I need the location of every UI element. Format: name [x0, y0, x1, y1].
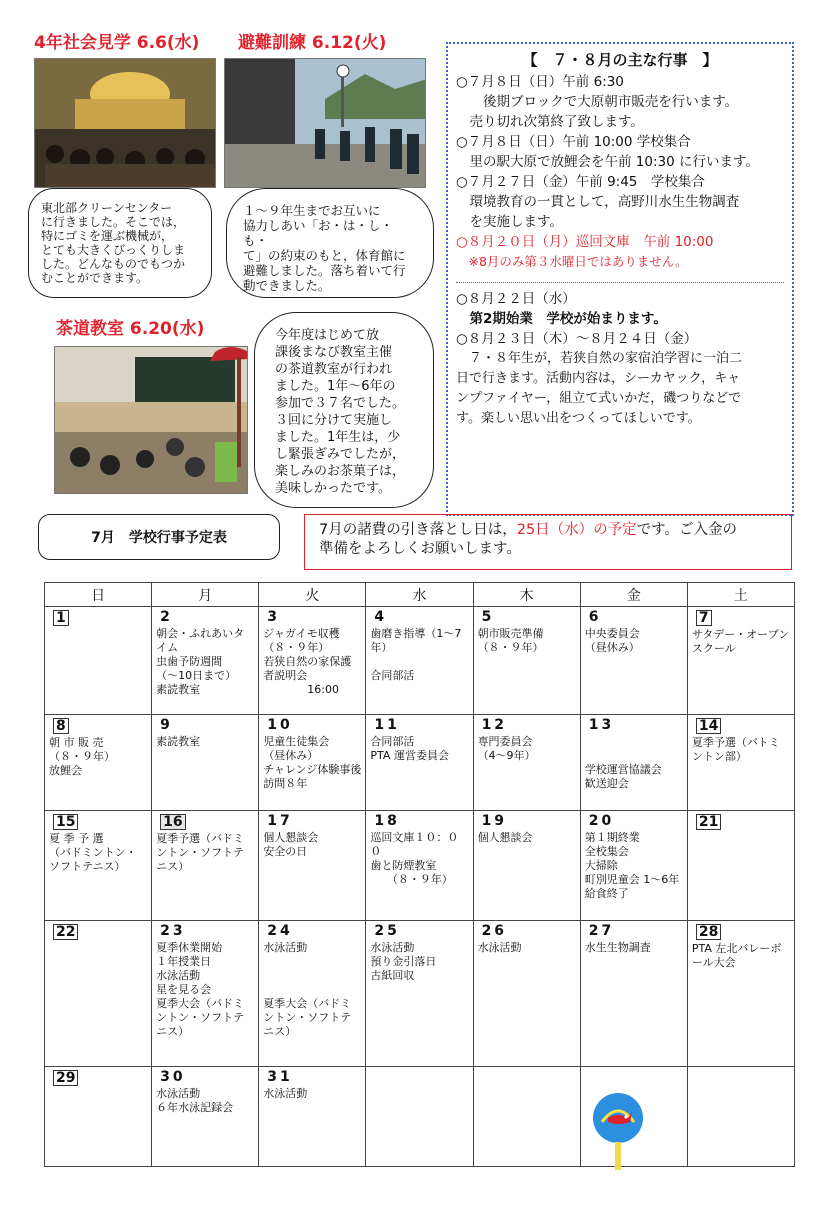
calendar-day-number: 29: [53, 1070, 78, 1086]
calendar-day-cell: [687, 811, 794, 921]
calendar-day-events: サタデー・オープンスクール: [691, 628, 790, 655]
photo-tea-ceremony: [54, 346, 248, 494]
calendar-day-cell: [473, 607, 580, 715]
calendar-day-cell: [45, 715, 152, 811]
calendar-day-cell: [687, 1067, 794, 1167]
calendar-day-number: 14: [696, 718, 721, 734]
calendar-day-events: 個人懇談会 安全の日: [263, 831, 319, 858]
calendar-week-row: [45, 607, 795, 715]
photo-evacuation: [224, 58, 426, 188]
event-line: ○７月８日（日）午前 10:00 学校集合: [456, 134, 691, 150]
calendar-day-events: 朝市販売準備 （８・９年）: [477, 627, 544, 654]
weekday-sun: 日: [45, 583, 152, 607]
calendar-day-number: 27: [588, 923, 615, 939]
calendar-day-cell: [259, 811, 366, 921]
calendar-day-events: 専門委員会 （4～9年）: [477, 735, 536, 762]
title-tea-ceremony: 茶道教室 6.20(水): [56, 319, 205, 339]
calendar-day-events: 児童生徒集会 （昼休み） チャレンジ体験事後訪問８年: [263, 735, 362, 790]
speech-bubble-evacuation: [226, 188, 434, 298]
calendar-day-number: 10: [267, 717, 293, 733]
notice-date: 25日（水）の予定: [516, 522, 637, 538]
calendar-day-events: 夏 季 予 選 （バドミントン・ソフトテニス）: [49, 832, 137, 873]
event-line: ンプファイヤー，組立て式いかだ，磯つりなどで: [456, 391, 742, 406]
calendar-day-events: 学校運営協議会 歓送迎会: [584, 763, 662, 790]
calendar-day-events: 合同部活 PTA 運営委員会: [370, 735, 449, 762]
calendar-day-number: 17: [267, 813, 293, 829]
calendar-day-cell: [259, 607, 366, 715]
calendar-day-number: 7: [696, 610, 712, 626]
calendar-day-events: 素読教室: [156, 735, 201, 748]
calendar-day-number: 21: [696, 814, 721, 830]
calendar-day-cell: [366, 921, 473, 1067]
notice-text: 7月の諸費の引き落とし日は，: [319, 522, 517, 538]
calendar-day-cell: [580, 715, 687, 811]
speech-bubble-tea-ceremony: [254, 312, 434, 508]
calendar-day-cell: [687, 921, 794, 1067]
calendar-day-number: 28: [696, 924, 721, 940]
calendar-day-events: 水泳活動: [263, 1087, 308, 1100]
calendar-day-cell: [152, 921, 259, 1067]
calendar-day-number: 12: [481, 717, 508, 733]
calendar-day-events: 夏季予選（バドミントン・ソフトテニス）: [156, 832, 245, 873]
event-line: 第2期始業 学校が始まります。: [456, 311, 667, 327]
bubble-text-evacuation: １～９年生までお互いに 協力しあい「お・は・し・も・ て」の約束のもと，体育館に 避難しました。落ち着いて行 動できました。: [243, 203, 406, 293]
calendar-day-number: 22: [53, 924, 78, 940]
event-line: す。楽しい思い出をつくってほしいです。: [456, 411, 701, 426]
calendar-day-number: 13: [588, 717, 615, 733]
calendar-day-events: 夏季休業開始 １年授業日 水泳活動 星を見る会 夏季大会（バドミントン・ソフトテニス）: [156, 941, 245, 1038]
calendar-day-number: 9: [160, 717, 173, 733]
calendar-day-number: 15: [53, 814, 78, 830]
calendar-day-cell: [259, 921, 366, 1067]
event-line-highlight: ○８月２０日（月）巡回文庫 午前 10:00: [456, 234, 714, 250]
events-divider: [456, 282, 784, 283]
calendar-table: [44, 582, 795, 1167]
calendar-day-events: 水泳活動 ６年水泳記録会: [156, 1087, 234, 1114]
calendar-day-cell: [473, 921, 580, 1067]
event-line: 後期ブロックで大原朝市販売を行います。: [456, 94, 739, 110]
calendar-day-events: ジャガイモ収穫 （８・９年） 若狭自然の家保護者説明会 16:00: [263, 627, 352, 696]
calendar-day-events: 歯磨き指導（1～7年） 合同部活: [370, 627, 462, 682]
events-box: [446, 42, 794, 516]
event-line: 里の駅大原で放鯉会を午前 10:30 に行います。: [456, 154, 759, 170]
payment-notice: [304, 514, 792, 570]
calendar-day-number: 3: [267, 609, 281, 625]
calendar-day-cell: [473, 811, 580, 921]
calendar-day-number: 19: [481, 813, 508, 829]
calendar-day-number: 5: [481, 609, 495, 625]
calendar-day-cell: [45, 607, 152, 715]
calendar-week-row: [45, 1067, 795, 1167]
calendar-day-cell: [45, 921, 152, 1067]
calendar-day-events: 夏季予選（バトミントン部）: [691, 736, 780, 763]
schedule-title: 7月 学校行事予定表: [38, 514, 280, 560]
calendar-day-number: 25: [374, 923, 400, 939]
calendar-day-cell: [580, 921, 687, 1067]
calendar-day-events: 水生生物調査: [584, 941, 651, 954]
calendar-day-events: 中央委員会 （昼休み）: [584, 627, 640, 654]
event-line: ○７月８日（日）午前 6:30: [456, 74, 624, 90]
bubble-text-cleaning-center: 東北部クリーンセンター に行きました。そこでは， 特にゴミを運ぶ機械が， とても大きくびっくりしま した。どんなものでもつか むことができます。: [41, 201, 186, 285]
calendar-day-number: 24: [267, 923, 293, 939]
calendar-week-row: [45, 811, 795, 921]
calendar-day-cell: [259, 1067, 366, 1167]
weekday-fri: 金: [580, 583, 687, 607]
speech-bubble-cleaning-center: [28, 188, 212, 298]
event-line: 環境教育の一貫として，高野川水生生物調査: [456, 194, 740, 210]
weekday-mon: 月: [152, 583, 259, 607]
calendar-day-cell: [687, 715, 794, 811]
calendar-day-number: 4: [374, 609, 388, 625]
weekday-wed: 水: [366, 583, 473, 607]
calendar-day-cell: [580, 811, 687, 921]
calendar-day-number: 16: [160, 814, 185, 830]
calendar-day-cell: [366, 607, 473, 715]
weekday-tue: 火: [259, 583, 366, 607]
weekday-thu: 木: [473, 583, 580, 607]
notice-text: です。ご入金の: [636, 522, 738, 538]
calendar-day-cell: [152, 811, 259, 921]
weekday-sat: 土: [687, 583, 794, 607]
calendar-day-events: 巡回文庫１０：００ 歯と防煙教室 （８・９年）: [370, 831, 459, 886]
event-line: 売り切れ次第終了致します。: [456, 114, 644, 130]
event-line: ○８月２２日（水）: [456, 291, 576, 307]
calendar-day-number: 11: [374, 717, 400, 733]
calendar-day-cell: [152, 607, 259, 715]
calendar-day-events: 水泳活動 夏季大会（バドミントン・ソフトテニス）: [263, 941, 352, 1038]
calendar-day-number: 31: [267, 1069, 293, 1085]
calendar-day-cell: [45, 1067, 152, 1167]
calendar-header-row: [45, 583, 795, 607]
title-evacuation-drill: 避難訓練 6.12(火): [238, 33, 387, 53]
bubble-text-tea-ceremony: 今年度はじめて放 課後まなび教室主催 の茶道教室が行われ ました。1年～6年の 参加で３７名でした。 ３回に分けて実施し ました。1年生は，少 し緊張ぎみでしたが， 楽しみのお茶菓子は， 美味しかったです。: [275, 328, 406, 496]
calendar-day-events: 朝会・ふれあいタイム 虫歯予防週間 （～10日まで） 素読教室: [156, 627, 245, 696]
calendar-day-number: 23: [160, 923, 186, 939]
event-line: ７・８年生が，若狭自然の家宿泊学習に一泊二: [456, 351, 743, 366]
calendar-week-row: [45, 715, 795, 811]
calendar-day-cell: [580, 607, 687, 715]
event-line: 日で行きます。活動内容は，シーカヤック，キャ: [456, 371, 741, 386]
event-line-note: ※8月のみ第３水曜日ではありません。: [456, 254, 688, 269]
calendar-day-cell: [473, 715, 580, 811]
calendar-day-events: 水泳活動 預り金引落日 古紙回収: [370, 941, 437, 982]
calendar-day-number: 26: [481, 923, 508, 939]
event-line: ○８月２３日（木）～８月２４日（金）: [456, 331, 698, 347]
calendar-day-cell: [152, 715, 259, 811]
calendar-day-cell: [366, 811, 473, 921]
calendar-day-number: 6: [588, 609, 602, 625]
calendar-day-cell: [45, 811, 152, 921]
notice-text-line2: 準備をよろしくお願いします。: [319, 541, 521, 557]
calendar-day-cell: [366, 1067, 473, 1167]
calendar-day-events: 第１期終業 全校集会 大掃除 町別児童会 1～6年 給食終了: [584, 831, 680, 900]
calendar-day-events: 個人懇談会: [477, 831, 533, 844]
calendar-day-events: 朝 市 販 売 （８・９年） 放鯉会: [49, 736, 115, 777]
events-title: 【 ７・８月の主な行事 】: [522, 51, 718, 69]
photo-cleaning-center: [34, 58, 216, 188]
calendar-day-number: 2: [160, 609, 173, 625]
calendar-day-number: 8: [53, 718, 69, 734]
calendar-day-events: PTA 左北バレーボール大会: [691, 942, 782, 969]
calendar-day-number: 18: [374, 813, 400, 829]
calendar-day-events: 水泳活動: [477, 941, 522, 954]
event-line: ○７月２７日（金）午前 9:45 学校集合: [456, 174, 705, 190]
uchiwa-fan-illustration: [588, 1092, 648, 1172]
calendar-day-number: 20: [588, 813, 615, 829]
calendar-day-number: 1: [53, 610, 69, 626]
event-line: を実施します。: [456, 214, 563, 230]
calendar-day-cell: [366, 715, 473, 811]
title-social-visit: 4年社会見学 6.6(水): [34, 33, 200, 53]
calendar-day-cell: [473, 1067, 580, 1167]
calendar-day-cell: [152, 1067, 259, 1167]
calendar-body: [45, 607, 795, 1167]
calendar-day-number: 30: [160, 1069, 186, 1085]
calendar-week-row: [45, 921, 795, 1067]
calendar-day-cell: [259, 715, 366, 811]
calendar-day-cell: [687, 607, 794, 715]
